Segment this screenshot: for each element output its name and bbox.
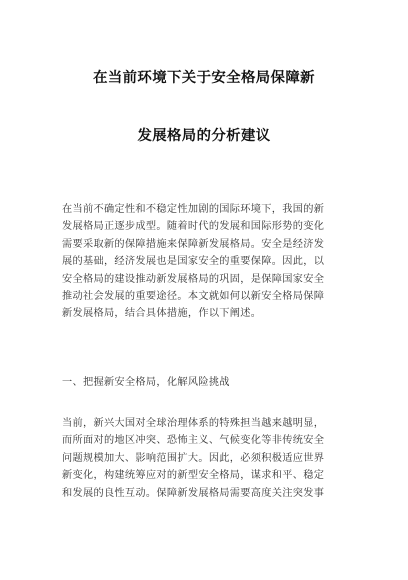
intro-paragraph bbox=[62, 201, 346, 323]
paragraph-line: 问题规模加大、影响范围扩大。因此，必须积极适应世界 bbox=[62, 452, 325, 464]
title-line-2: 发展格局的分析建议 bbox=[137, 128, 271, 144]
paragraph-line: 在当前不确定性和不稳定性加剧的国际环境下，我国的新 bbox=[62, 204, 325, 215]
section-heading-text: 一、把握新安全格局，化解风险挑战 bbox=[62, 377, 230, 388]
paragraph-line: 新变化，构建统筹应对的新型安全格局，谋求和平、稳定 bbox=[62, 470, 325, 482]
paragraph-line: 而所面对的地区冲突、恐怖主义、气候变化等非传统安全 bbox=[62, 435, 325, 447]
section-paragraph bbox=[62, 415, 346, 502]
paragraph-line: 推动社会发展的重要途径。本文就如何以新安全格局保障 bbox=[62, 291, 325, 303]
title-line-1: 在当前环境下关于安全格局保障新 bbox=[93, 70, 315, 86]
paragraph-line: 发展格局正逐步成型。随着时代的发展和国际形势的变化 bbox=[62, 221, 325, 233]
paragraph-line: 需要采取新的保障措施来保障新发展格局。安全是经济发 bbox=[62, 238, 325, 250]
section-heading bbox=[62, 374, 346, 391]
paragraph-line: 新发展格局，结合具体措施，作以下阐述。 bbox=[62, 308, 262, 320]
paragraph-line: 当前，新兴大国对全球治理体系的特殊担当越来越明显， bbox=[62, 418, 325, 429]
paragraph-line: 和发展的良性互动。保障新发展格局需要高度关注突发事 bbox=[62, 487, 325, 499]
paragraph-line: 展的基础，经济发展也是国家安全的重要保障。因此，以 bbox=[62, 256, 325, 268]
paragraph-line: 安全格局的建设推动新发展格局的巩固，是保障国家安全 bbox=[62, 273, 325, 285]
